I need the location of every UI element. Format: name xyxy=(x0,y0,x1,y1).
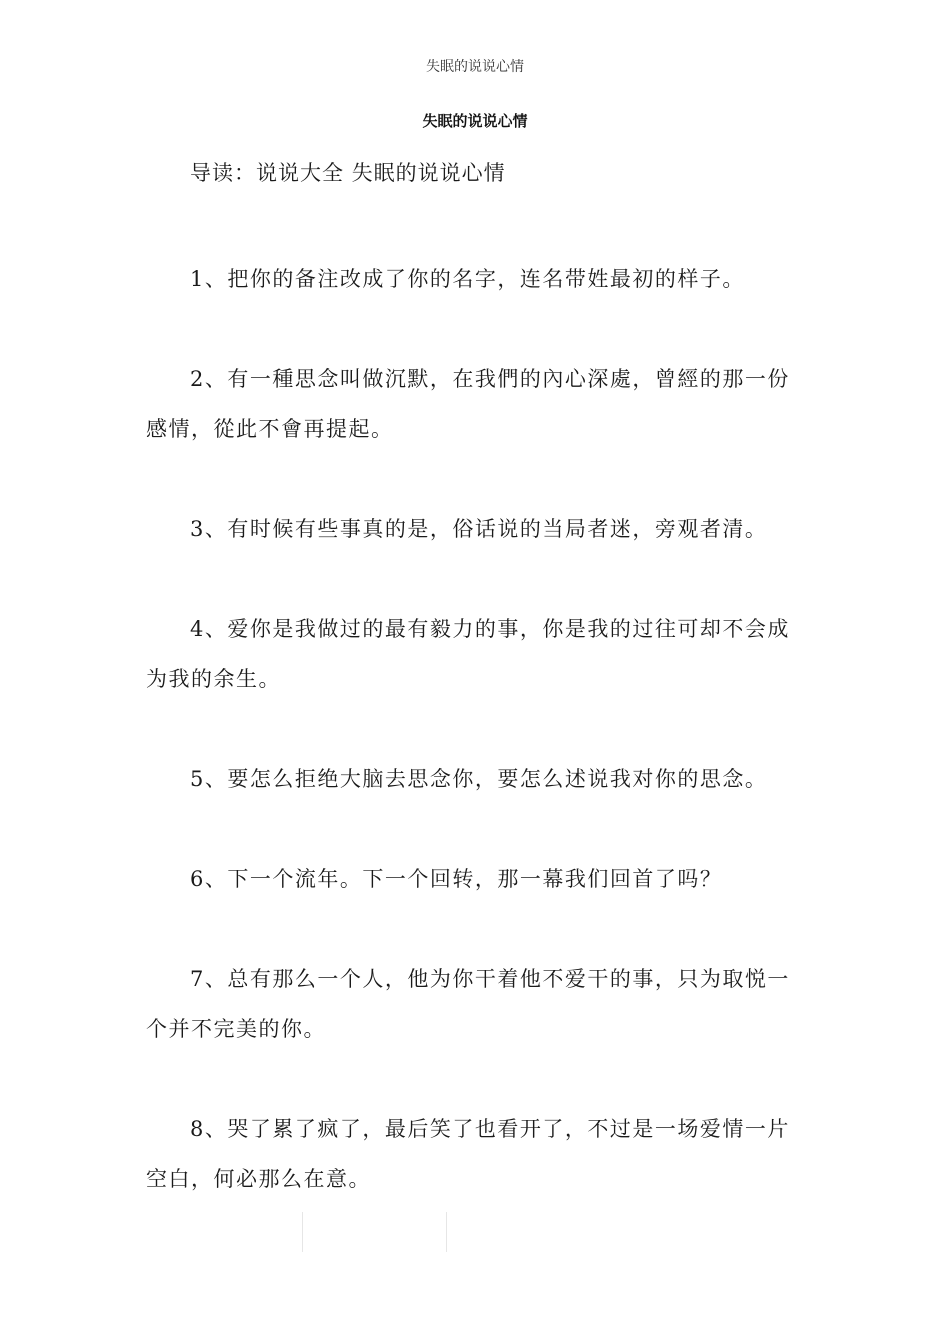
footer-divider xyxy=(302,1212,303,1252)
footer-divider xyxy=(446,1212,447,1252)
quote-list xyxy=(146,254,808,1204)
list-item: 2、有一種思念叫做沉默，在我們的內心深處，曾經的那一份感情，從此不會再提起。 xyxy=(146,367,790,441)
list-item: 4、爱你是我做过的最有毅力的事，你是我的过往可却不会成为我的余生。 xyxy=(146,617,790,691)
list-item: 1、把你的备注改成了你的名字，连名带姓最初的样子。 xyxy=(190,267,745,291)
document-title: 失眠的说说心情 xyxy=(422,112,528,130)
list-item: 7、总有那么一个人，他为你干着他不爱干的事，只为取悦一个并不完美的你。 xyxy=(146,967,790,1041)
list-item: 6、下一个流年。下一个回转，那一幕我们回首了吗？ xyxy=(190,867,723,891)
running-header: 失眠的说说心情 xyxy=(426,59,524,75)
list-item: 3、有时候有些事真的是，俗话说的当局者迷，旁观者清。 xyxy=(190,517,768,541)
list-item: 8、哭了累了疯了，最后笑了也看开了，不过是一场爱情一片空白，何必那么在意。 xyxy=(146,1117,790,1191)
list-item: 5、要怎么拒绝大脑去思念你，要怎么述说我对你的思念。 xyxy=(190,767,768,791)
intro-text: 导读：说说大全 失眠的说说心情 xyxy=(190,161,506,185)
